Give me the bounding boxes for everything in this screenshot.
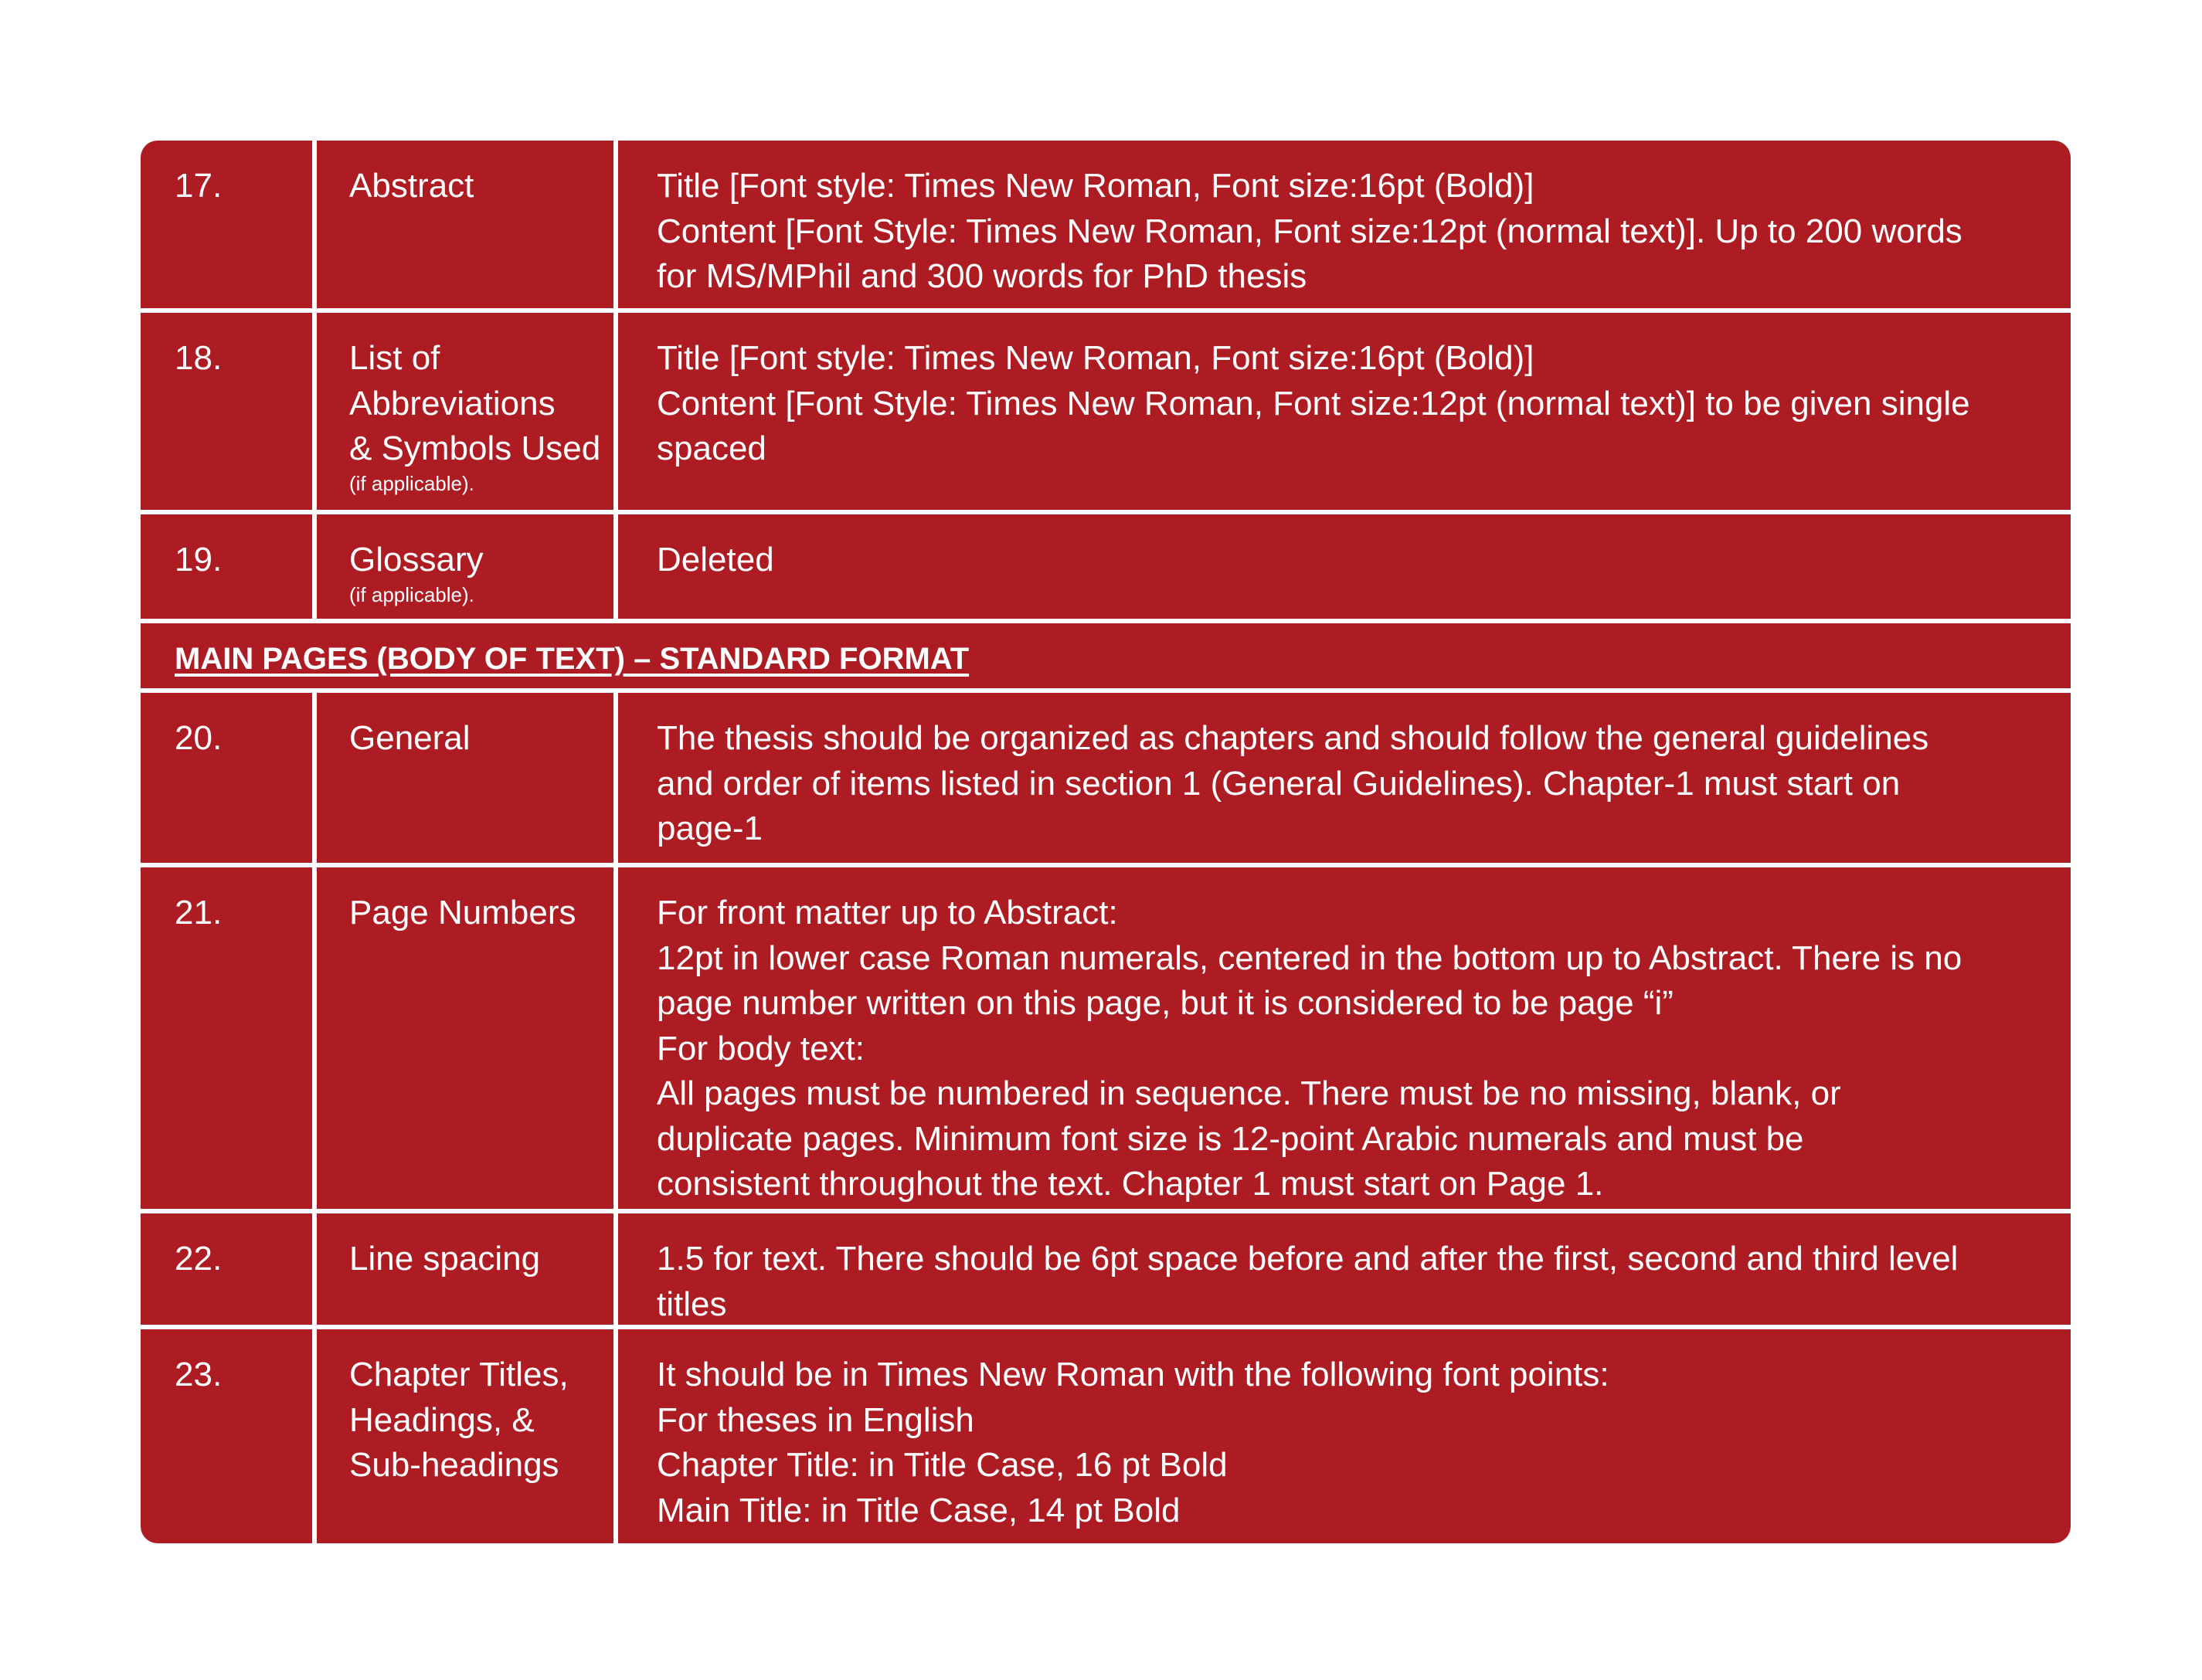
description-line: Content [Font Style: Times New Roman, Font size:12pt (normal text)]. Up to 200 words [657,212,1962,250]
guidelines-table [141,141,2071,1543]
description-line: Title [Font style: Times New Roman, Font size:16pt (Bold)] [657,339,1534,377]
description-line: The thesis should be organized as chapters and should follow the general guidelines [657,719,1929,757]
description-line: Deleted [657,541,774,579]
row-number: 23. [175,1356,223,1393]
table-row [141,313,2071,514]
item-label: Chapter Titles, [349,1356,569,1393]
row-number: 21. [175,894,223,932]
row-description [613,141,2071,308]
item-note: (if applicable). [349,471,474,495]
row-description [613,514,2071,619]
description-line: For front matter up to Abstract: [657,894,1118,932]
description-line: Title [Font style: Times New Roman, Font size:16pt (Bold)] [657,167,1534,205]
row-number: 22. [175,1240,223,1278]
description-line: titles [657,1285,727,1323]
description-line: For body text: [657,1029,865,1067]
row-item [312,514,613,619]
item-label: Line spacing [349,1240,541,1278]
table-row [141,693,2071,867]
description-line: All pages must be numbered in sequence. There must be no missing, blank, or [657,1074,1841,1112]
row-description [613,1329,2071,1543]
description-line: spaced [657,429,766,467]
item-label: Headings, & [349,1400,535,1439]
description-line: page-1 [657,809,763,847]
row-description [613,867,2071,1209]
item-label: List of [349,339,440,377]
description-line: Chapter Title: in Title Case, 16 pt Bold [657,1446,1228,1484]
section-heading: MAIN PAGES (BODY OF TEXT) – STANDARD FORMAT [175,642,970,676]
table-row [141,867,2071,1213]
row-item [312,1329,613,1543]
table-row [141,514,2071,623]
row-number: 20. [175,719,223,757]
description-line: for MS/MPhil and 300 words for PhD thesis [657,257,1307,295]
item-label: Abstract [349,167,474,205]
item-label: Abbreviations [349,384,556,423]
description-line: For theses in English [657,1400,974,1439]
table-row [141,1329,2071,1543]
description-line: consistent throughout the text. Chapter 1 must start on Page 1. [657,1165,1604,1203]
row-item [312,693,613,863]
row-number: 17. [175,167,223,205]
description-line: Main Title: in Title Case, 14 pt Bold [657,1491,1181,1529]
description-line: page number written on this page, but it is considered to be page “i” [657,984,1674,1022]
row-item [312,313,613,510]
description-line: 12pt in lower case Roman numerals, centered in the bottom up to Abstract. There is no [657,938,1962,977]
row-number: 18. [175,339,223,377]
description-line: It should be in Times New Roman with the following font points: [657,1356,1609,1393]
row-item [312,141,613,308]
item-note: (if applicable). [349,582,474,606]
item-label: Page Numbers [349,894,576,932]
row-description [613,693,2071,863]
section-heading-row [141,623,2071,693]
description-line: 1.5 for text. There should be 6pt space before and after the first, second and third level [657,1240,1959,1278]
row-number: 19. [175,541,223,579]
row-item [312,867,613,1209]
table-row [141,141,2071,313]
row-description [613,1213,2071,1325]
table-row [141,1213,2071,1329]
item-label: & Symbols Used [349,429,601,467]
item-label: Glossary [349,541,484,579]
row-item [312,1213,613,1325]
description-line: Content [Font Style: Times New Roman, Font size:12pt (normal text)] to be given single [657,384,1970,423]
item-label: General [349,719,471,757]
item-label: Sub-headings [349,1446,559,1484]
row-description [613,313,2071,510]
description-line: and order of items listed in section 1 (General Guidelines). Chapter-1 must start on [657,764,1901,803]
description-line: duplicate pages. Minimum font size is 12-point Arabic numerals and must be [657,1119,1804,1158]
